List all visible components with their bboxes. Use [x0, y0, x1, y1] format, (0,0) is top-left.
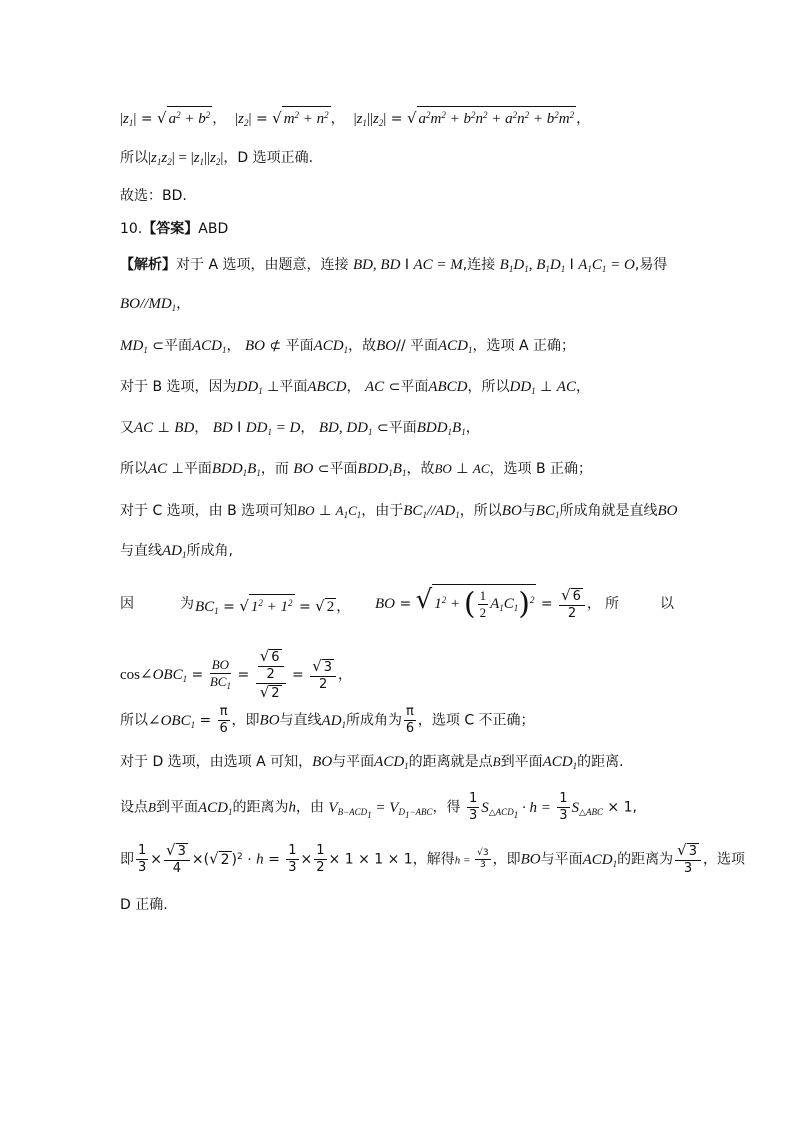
- option-d-conclusion: D 正确.: [120, 897, 168, 913]
- question-10-answer: 10.【答案】ABD: [120, 221, 229, 237]
- option-b-line-2: 又AC ⊥ BD， BD I $DD_1 = D$， BD, $DD_1$ ⊂平面$BDD_1B_1$，: [120, 420, 480, 437]
- option-d-line-1: 对于 D 选项，由选项 A 可知，BO与平面$ACD_1$的距离就是点B到平面$ACD_1$的距离.: [120, 754, 624, 771]
- parallel-statement: $BO//MD_1$，: [120, 296, 191, 313]
- option-a-line: $MD_1$ ⊂平面$ACD_1$， BO ⊄ 平面$ACD_1$，故BO// 平面$ACD_1$，选项 A 正确；: [120, 338, 575, 355]
- option-d-line-2: 设点B到平面$ACD_1$的距离为h，由 $V_{B-ACD_1} = V_{D_1-ABC}$，得 $\frac{1}{3}$ $S_{\triangle ACD_1} \cdot h$ = $\frac{1}{3}$ $S_{\triangle ABC} \times 1$,: [120, 791, 637, 823]
- formula-line-modulus: $|z_1|$ = √ $a^2 + b^2$ ， $|z_2|$ = √ $m^2 + n^2$ ， $|z_1||z_2|$ = √ $a^2m^2 + b^2n^2 + a^2n^2 + b^2m^2$ ，: [120, 106, 590, 133]
- option-c-lengths: 因 为 $BC_1$ = √ $1^2 + 1^2$ = √ 2 ， BO = √ $1^2$ + ( $\frac{1}{2}$ $A_1C_1)^2$ = $\frac{√ 6}{2}$ ， 所 以: [120, 585, 674, 622]
- option-d-line-3: 即 $\frac{1}{3}$ × $\frac{√ 3}{4}$ ×(√ 2 )$^2$ · h = $\frac{1}{3}$ × $\frac{1}{2}$ × 1 × 1 × 1，解得h = $\frac{√3}{3}$ ，即BO与平面$ACD_1$的距离为 $\frac{√ 3}{3}$ ，选项: [120, 841, 745, 876]
- cosine-formula: $\cos\angle OBC_1$ = $\frac{BO}{BC_1}$ = $\frac{\frac{√ 6}{2}}{√ 2}$ = $\frac{√ 3}{2}$ ，: [120, 647, 353, 701]
- analysis-line-a: 【解析】对于 A 选项，由题意，连接 BD, BD I AC = M,连接 $B_1D_1$, $B_1D_1$ I $A_1C_1 = O$,易得: [120, 257, 668, 274]
- angle-result-line: 所以$\angle OBC_1$ = $\frac{\pi}{6}$ ，即BO与直线$AD_1$所成角为 $\frac{\pi}{6}$ ，选项 C 不正确；: [120, 704, 535, 736]
- option-b-line-1: 对于 B 选项，因为$DD_1$ ⊥平面ABCD， AC ⊂平面ABCD，所以$DD_1$ ⊥ AC，: [120, 379, 590, 396]
- option-c-line-1: 对于 C 选项，由 B 选项可知BO ⊥ $A_1C_1$，由于$BC_1//AD_1$，所以BO与$BC_1$所成角就是直线BO: [120, 503, 678, 520]
- answer-choice-line: 故选：BD.: [120, 188, 187, 204]
- conclusion-line-d: 所以$|z_1z_2| = |z_1||z_2|$，D 选项正确.: [120, 150, 314, 167]
- option-c-line-2: 与直线$AD_1$所成角,: [120, 543, 233, 560]
- option-b-line-3: 所以AC ⊥平面$BDD_1B_1$，而 BO ⊂平面$BDD_1B_1$，故BO ⊥ AC，选项 B 正确；: [120, 461, 593, 478]
